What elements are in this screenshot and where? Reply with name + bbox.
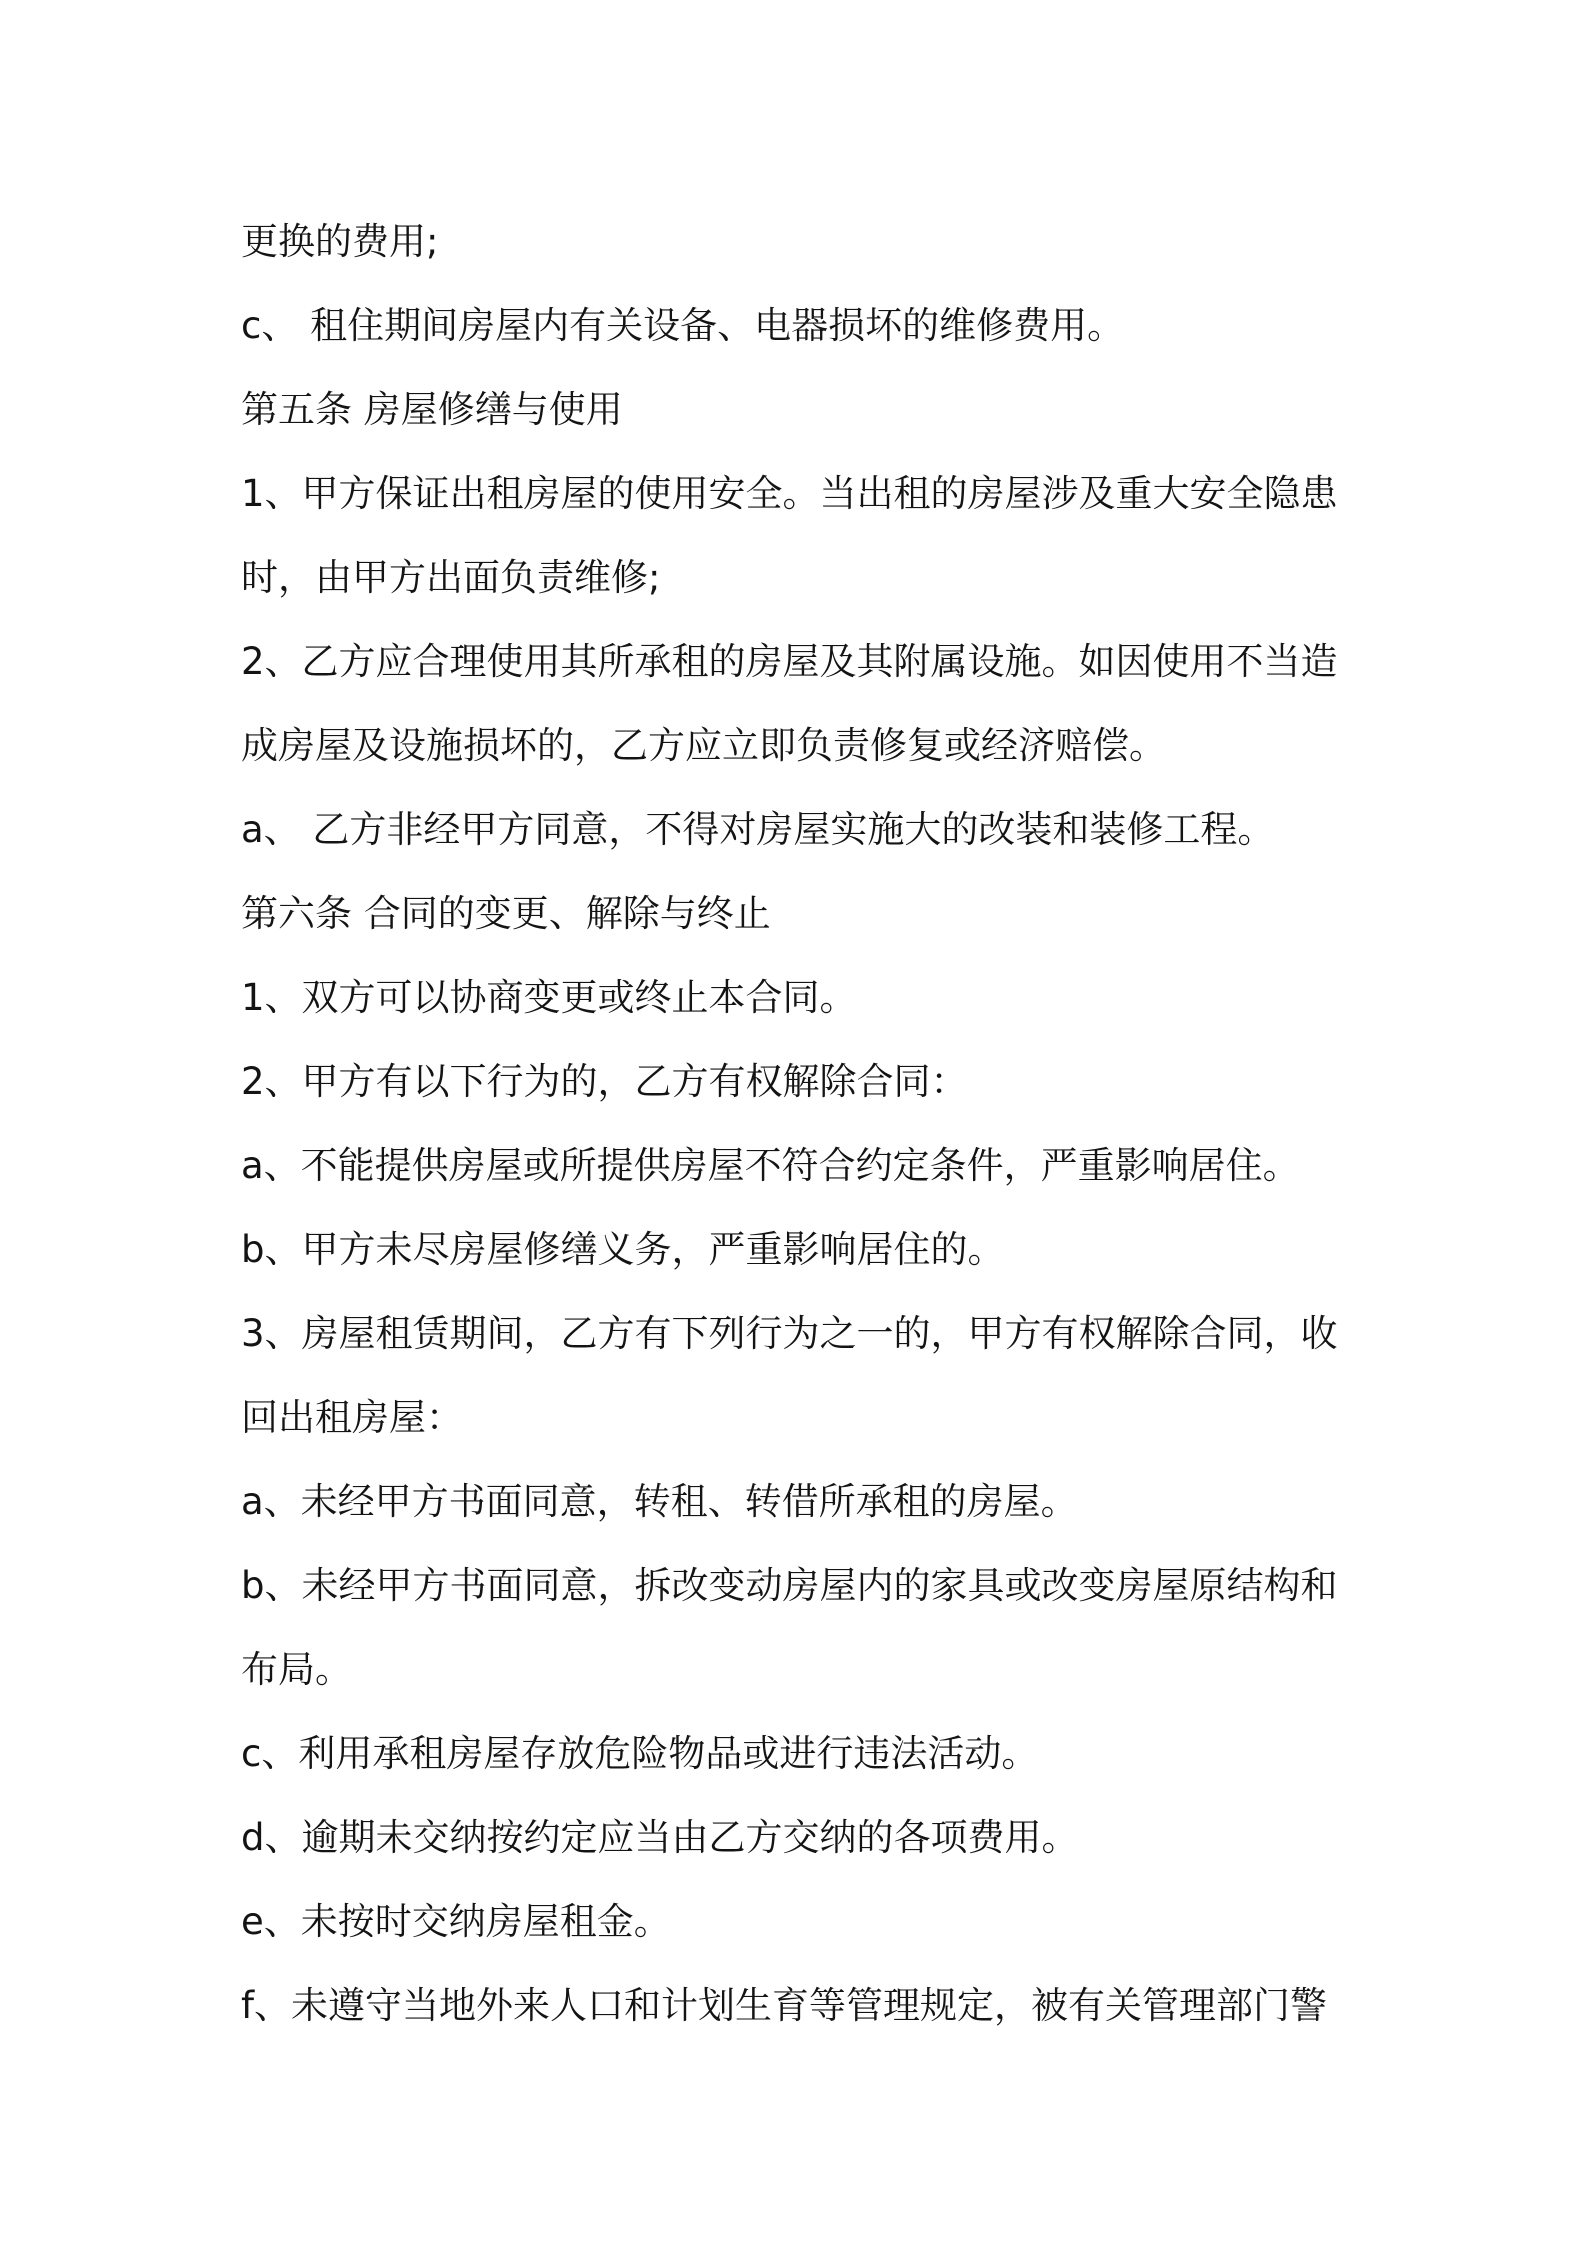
text-line: c、利用承租房屋存放危险物品或进行违法活动。 <box>241 1732 1039 1775</box>
text-line: a、不能提供房屋或所提供房屋不符合约定条件，严重影响居住。 <box>241 1144 1300 1187</box>
text-line: d、逾期未交纳按约定应当由乙方交纳的各项费用。 <box>241 1816 1079 1859</box>
text-line: 1、双方可以协商变更或终止本合同。 <box>241 976 857 1019</box>
text-line: a、 乙方非经甲方同意，不得对房屋实施大的改装和装修工程。 <box>241 808 1275 851</box>
text-line: b、未经甲方书面同意，拆改变动房屋内的家具或改变房屋原结构和 <box>241 1564 1338 1607</box>
text-line: 1、甲方保证出租房屋的使用安全。当出租的房屋涉及重大安全隐患 <box>241 472 1338 515</box>
text-line: 成房屋及设施损坏的，乙方应立即负责修复或经济赔偿。 <box>241 724 1166 767</box>
document-body <box>241 200 1361 2048</box>
text-line: e、未按时交纳房屋租金。 <box>241 1900 671 1943</box>
text-line: 布局。 <box>241 1648 352 1691</box>
text-line: 回出租房屋： <box>241 1396 463 1439</box>
text-line: b、甲方未尽房屋修缮义务，严重影响居住的。 <box>241 1228 1005 1271</box>
section-heading: 第六条 合同的变更、解除与终止 <box>241 892 771 935</box>
text-line: f、未遵守当地外来人口和计划生育等管理规定，被有关管理部门警 <box>241 1984 1328 2027</box>
text-line: c、 租住期间房屋内有关设备、电器损坏的维修费用。 <box>241 304 1125 347</box>
section-heading: 第五条 房屋修缮与使用 <box>241 388 623 431</box>
text-line: a、未经甲方书面同意，转租、转借所承租的房屋。 <box>241 1480 1078 1523</box>
text-line: 3、房屋租赁期间，乙方有下列行为之一的，甲方有权解除合同，收 <box>241 1312 1338 1355</box>
text-line: 时，由甲方出面负责维修; <box>241 556 661 599</box>
text-line: 2、乙方应合理使用其所承租的房屋及其附属设施。如因使用不当造 <box>241 640 1338 683</box>
text-line: 2、甲方有以下行为的，乙方有权解除合同： <box>241 1060 968 1103</box>
text-line: 更换的费用; <box>241 220 439 263</box>
